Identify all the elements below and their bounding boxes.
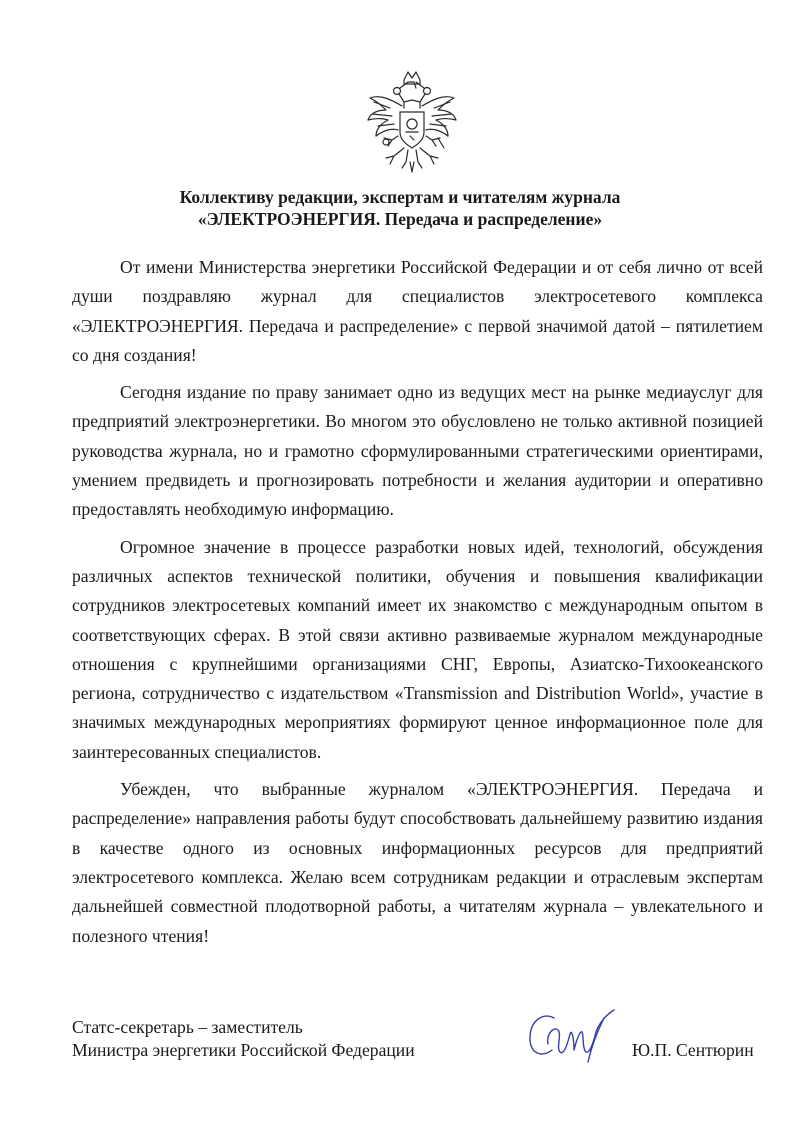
signer-position (72, 1016, 415, 1062)
letter-heading (60, 186, 740, 230)
paragraph: Убежден, что выбранные журналом «ЭЛЕКТРОЭНЕРГИЯ. Передача и распределение» направления работы будут способствовать дальнейшему развитию издания в качестве одного из основных информационных ресурсов для предприятий электросетевого комплекса. Желаю всем сотрудникам редакции и отраслевым экспертам дальнейшей совместной плодотворной работы, а читателям журнала – увлекательного и полезного чтения! (72, 779, 763, 946)
handwritten-signature (524, 1004, 622, 1066)
letter-body (72, 253, 763, 959)
signer-position-line-1: Статс-секретарь – заместитель (72, 1017, 303, 1037)
paragraph: От имени Министерства энергетики Российской Федерации и от себя лично от всей души поздравляю журнал для специалистов электросетевого комплекса «ЭЛЕКТРОЭНЕРГИЯ. Передача и распределение» с первой значимой датой – пятилетием со дня создания! (72, 257, 763, 365)
heading-line-1: Коллективу редакции, экспертам и читателям журнала (179, 187, 621, 207)
signer-name: Ю.П. Сентюрин (632, 1040, 754, 1060)
heading-line-2: «ЭЛЕКТРОЭНЕРГИЯ. Передача и распределение» (197, 209, 603, 229)
paragraph: Сегодня издание по праву занимает одно из ведущих мест на рынке медиауслуг для предприятий электроэнергетики. Во многом это обусловлено не только активной позицией руководства журнала, но и грамотно сформулированными стратегическими ориентирами, умением предвидеть и прогнозировать потребности и желания аудитории и оперативно предоставлять необходимую информацию. (72, 382, 763, 520)
signer-position-line-2: Министра энергетики Российской Федерации (72, 1040, 415, 1060)
coat-of-arms-emblem (364, 68, 460, 176)
paragraph: Огромное значение в процессе разработки новых идей, технологий, обсуждения различных аспектов технической политики, обучения и повышения квалификации сотрудников электросетевых компаний имеет их знакомство с международным опытом в соответствующих сферах. В этой связи активно развиваемые журналом международные отношения с крупнейшими организациями СНГ, Европы, Азиатско-Тихоокеанского региона, сотрудничество с издательством «Transmission and Distribution World», участие в значимых международных мероприятиях формируют ценное информационное поле для заинтересованных специалистов. (72, 536, 763, 762)
